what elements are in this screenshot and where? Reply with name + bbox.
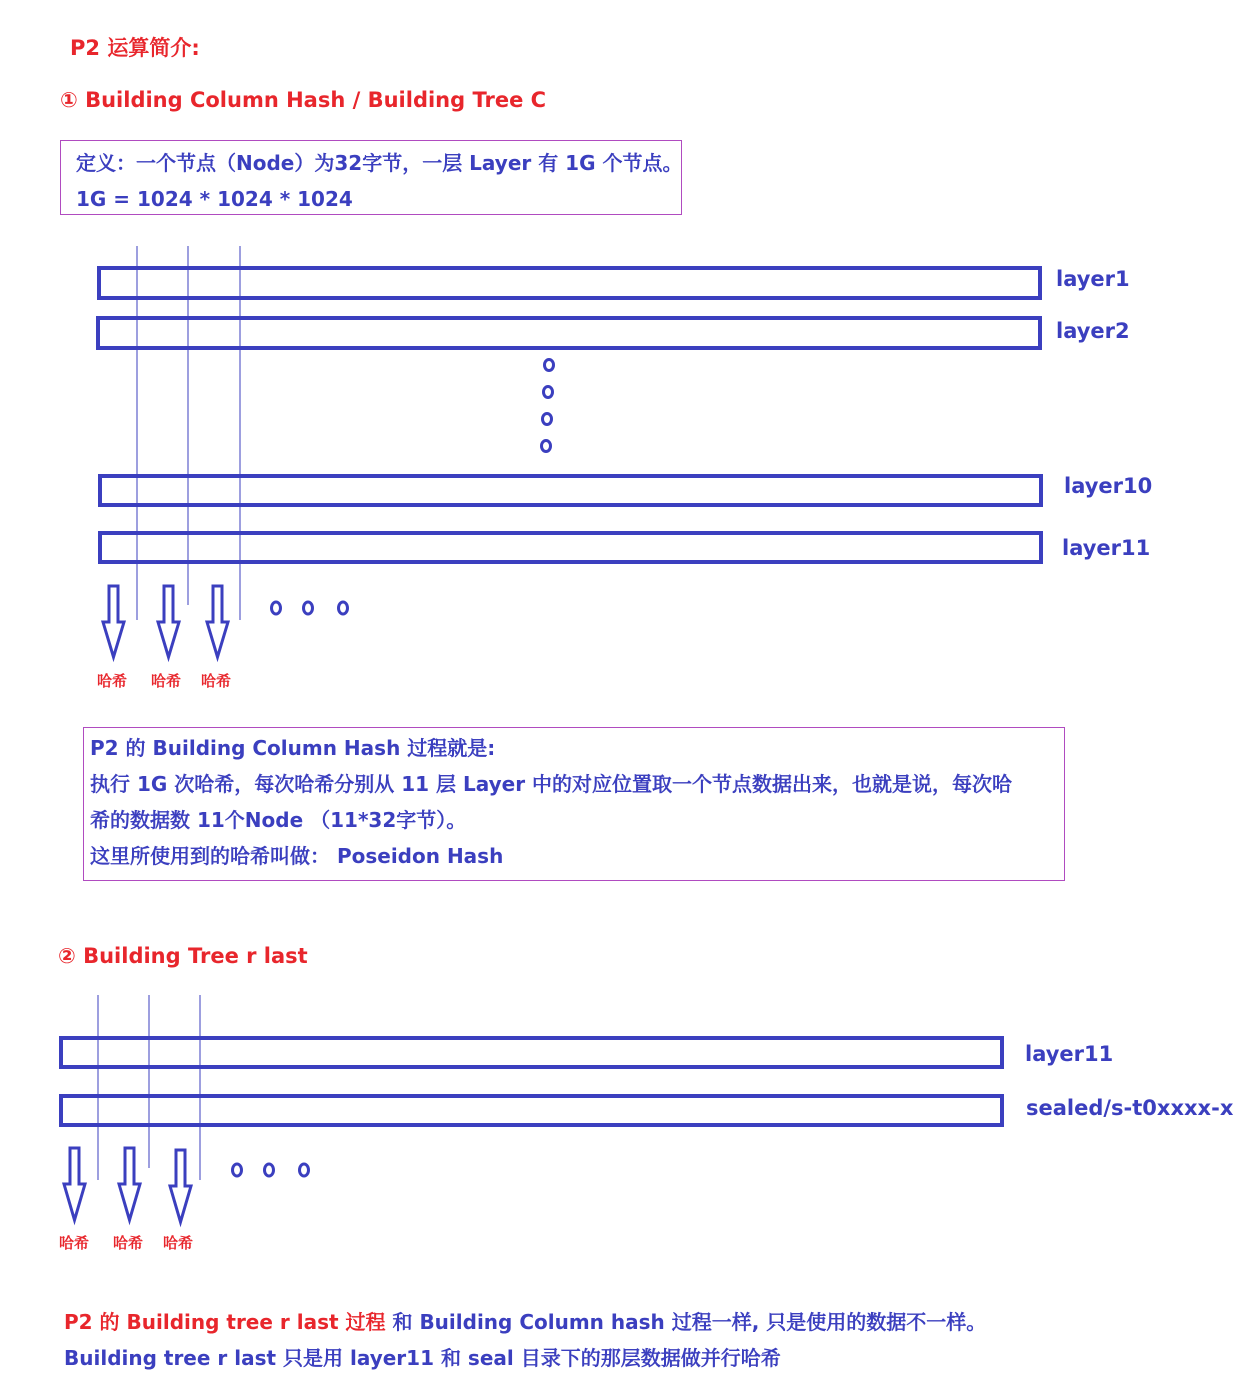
- footer-line-1-red: P2 的 Building tree r last 过程: [64, 1310, 386, 1334]
- explain-line-4: 这里所使用到的哈希叫做： Poseidon Hash: [90, 844, 504, 868]
- layer-label-1: layer1: [1056, 267, 1130, 291]
- s2-layer-label-sealed: sealed/s-t0xxxx-x: [1026, 1096, 1234, 1120]
- s2-hash-label-3: 哈希: [163, 1234, 194, 1252]
- footer-line-1-blue: 和 Building Column hash 过程一样, 只是使用的数据不一样。: [385, 1310, 987, 1334]
- s2-hash-arrow-1: [64, 1148, 85, 1220]
- layer-bar-11: [100, 533, 1041, 562]
- horizontal-dot-2: [304, 602, 313, 614]
- hash-label-1: 哈希: [97, 672, 128, 690]
- vertical-dot-2: [544, 387, 553, 398]
- section1-title: ① Building Column Hash / Building Tree C: [60, 88, 547, 112]
- layer-bar-s2-layer11: [61, 1038, 1002, 1067]
- footer-line-1: [64, 1306, 986, 1335]
- explanation-box: [83, 727, 1065, 881]
- s2-hash-label-1: 哈希: [59, 1234, 90, 1252]
- horizontal-dot-3: [339, 602, 348, 614]
- s2-hash-arrow-2: [119, 1148, 140, 1220]
- vertical-dot-3: [543, 414, 552, 425]
- s2-horizontal-dot-2: [265, 1164, 274, 1176]
- hash-arrow-3: [207, 586, 228, 657]
- layer-bar-2: [98, 318, 1040, 348]
- definition-line-1: 定义：一个节点（Node）为32字节，一层 Layer 有 1G 个节点。: [76, 151, 683, 175]
- s2-layer-label-layer11: layer11: [1025, 1042, 1114, 1066]
- hash-label-2: 哈希: [151, 672, 182, 690]
- definition-line-2: 1G = 1024 * 1024 * 1024: [76, 187, 353, 211]
- s2-horizontal-dot-1: [233, 1164, 242, 1176]
- vertical-dot-1: [545, 360, 554, 371]
- hash-arrow-1: [103, 586, 124, 657]
- explain-line-2: 执行 1G 次哈希，每次哈希分别从 11 层 Layer 中的对应位置取一个节点数据出来，也就是说，每次哈: [90, 772, 1013, 796]
- s2-horizontal-dot-3: [300, 1164, 309, 1176]
- vertical-dot-4: [542, 441, 551, 452]
- section-header: P2 运算简介:: [70, 36, 200, 60]
- s2-hash-arrow-3: [170, 1150, 191, 1222]
- layer-bar-10: [100, 476, 1041, 505]
- section2-title: ② Building Tree r last: [58, 944, 308, 968]
- layer-label-10: layer10: [1064, 474, 1153, 498]
- layer-bar-s2-sealed: [61, 1096, 1002, 1125]
- layer-label-11: layer11: [1062, 536, 1151, 560]
- explain-line-1: P2 的 Building Column Hash 过程就是:: [90, 736, 496, 760]
- horizontal-dot-1: [272, 602, 281, 614]
- hash-label-3: 哈希: [201, 672, 232, 690]
- s2-hash-label-2: 哈希: [113, 1234, 144, 1252]
- hash-arrow-2: [158, 586, 179, 657]
- explain-line-3: 希的数据数 11个Node （11*32字节）。: [90, 808, 467, 832]
- layer-label-2: layer2: [1056, 319, 1130, 343]
- footer-line-2: Building tree r last 只是用 layer11 和 seal 目录下的那层数据做并行哈希: [64, 1346, 781, 1370]
